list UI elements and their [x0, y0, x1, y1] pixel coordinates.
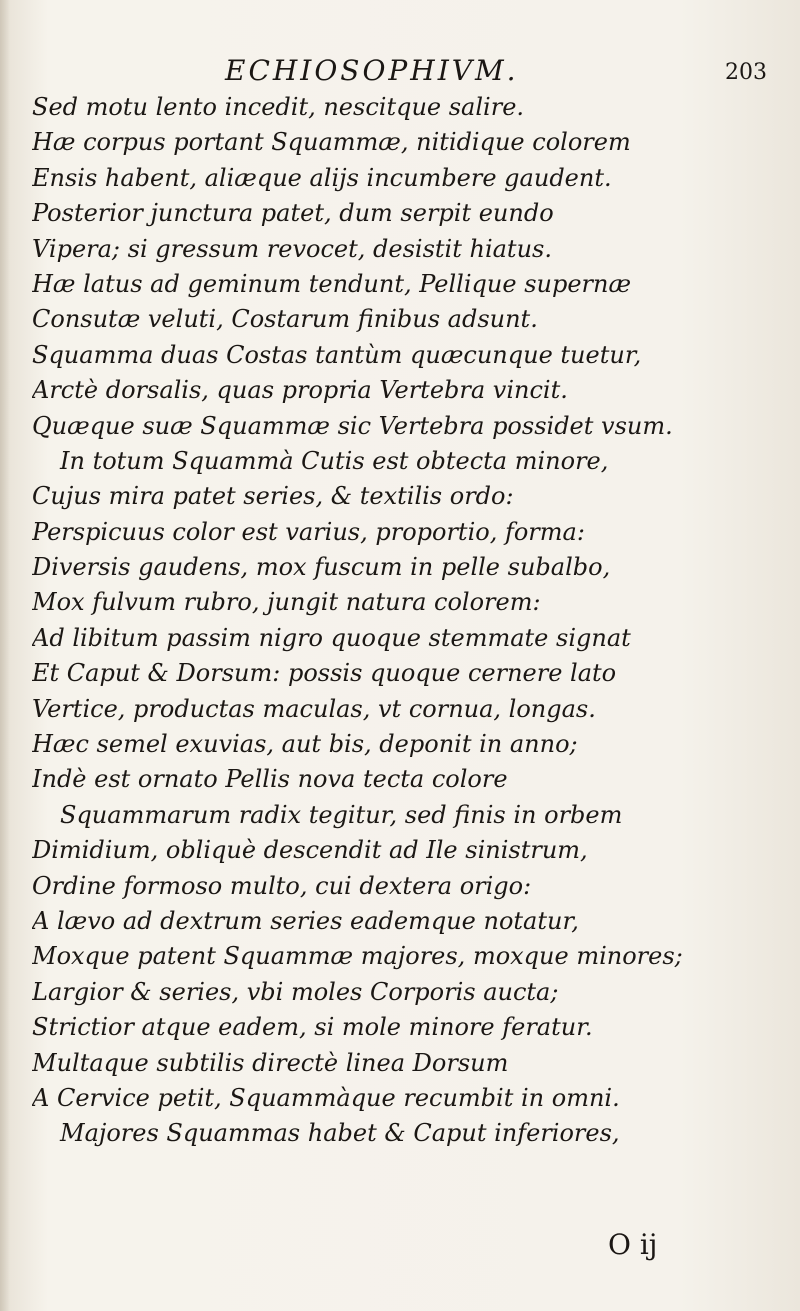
verse-line: Diversis gaudens, mox fuscum in pelle subalbo,: [32, 553, 611, 582]
running-title: ECHIOSOPHIVM.: [225, 54, 519, 87]
verse-line: Hæc semel exuvias, aut bis, deponit in anno;: [32, 730, 578, 759]
verse-line: A Cervice petit, Squammàque recumbit in omni.: [32, 1083, 620, 1112]
verse-line: Majores Squammas habet & Caput inferiores,: [60, 1119, 620, 1148]
verse-line: Consutæ veluti, Costarum finibus adsunt.: [32, 305, 538, 334]
verse-line: Cujus mira patet series, & textilis ordo:: [32, 482, 514, 511]
verse-line: Arctè dorsalis, quas propria Vertebra vincit.: [32, 376, 568, 405]
verse-line: Dimidium, obliquè descendit ad Ile sinistrum,: [32, 836, 588, 865]
verse-line: Multaque subtilis directè linea Dorsum: [32, 1048, 509, 1077]
page-header: [0, 54, 800, 90]
verse-line: Ensis habent, aliæque alijs incumbere gaudent.: [32, 163, 612, 192]
verse-line: Squammarum radix tegitur, sed finis in orbem: [60, 800, 623, 829]
verse-line: Hæ corpus portant Squammæ, nitidique colorem: [32, 128, 631, 157]
verse-line: Mox fulvum rubro, jungit natura colorem:: [32, 588, 541, 617]
verse-line: Vipera; si gressum revocet, desistit hiatus.: [32, 234, 552, 263]
verse-line: In totum Squammà Cutis est obtecta minore,: [60, 446, 609, 475]
verse-line: Squamma duas Costas tantùm quæcunque tuetur,: [32, 340, 642, 369]
verse-line: Largior & series, vbi moles Corporis aucta;: [32, 977, 559, 1006]
verse-line: Ad libitum passim nigro quoque stemmate signat: [32, 623, 631, 652]
verse-line: Sed motu lento incedit, nescitque salire.: [32, 93, 525, 121]
verse-text: [32, 90, 800, 1152]
signature-mark: O ij: [608, 1228, 658, 1261]
verse-line: Indè est ornato Pellis nova tecta colore: [32, 765, 508, 794]
verse-line: Hæ latus ad geminum tendunt, Pellique supernæ: [32, 269, 632, 298]
verse-line: A lævo ad dextrum series eademque notatur,: [32, 906, 579, 935]
verse-line: Moxque patent Squammæ majores, moxque minores;: [32, 942, 683, 971]
verse-line: Et Caput & Dorsum: possis quoque cernere lato: [32, 659, 617, 688]
verse-line: Strictior atque eadem, si mole minore feratur.: [32, 1013, 593, 1042]
page-gutter-shadow: [0, 0, 10, 1311]
verse-line: Posterior junctura patet, dum serpit eundo: [32, 199, 554, 228]
verse-line: Vertice, productas maculas, vt cornua, longas.: [32, 694, 596, 723]
verse-line: Quæque suæ Squammæ sic Vertebra possidet vsum.: [32, 411, 673, 440]
verse-line: Perspicuus color est varius, proportio, forma:: [32, 517, 585, 546]
page-number: 203: [725, 60, 767, 85]
verse-line: Ordine formoso multo, cui dextera origo:: [32, 871, 532, 900]
